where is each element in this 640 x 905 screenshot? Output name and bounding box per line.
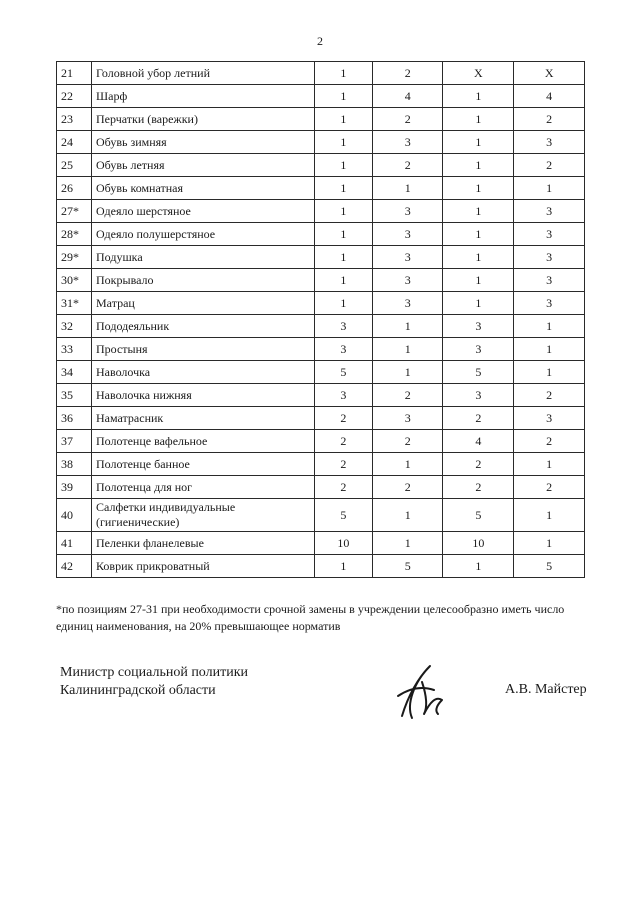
table-row	[57, 532, 585, 555]
value-cell: 3	[314, 384, 372, 407]
value-cell: 5	[314, 499, 372, 532]
row-number-cell: 40	[57, 499, 92, 532]
value-cell: 1	[314, 246, 372, 269]
value-cell: 2	[373, 384, 443, 407]
value-cell: 5	[514, 555, 585, 578]
value-cell: 1	[514, 361, 585, 384]
table-row	[57, 338, 585, 361]
value-cell: 3	[514, 407, 585, 430]
value-cell: 2	[443, 476, 514, 499]
value-cell: 5	[314, 361, 372, 384]
value-cell: 4	[373, 85, 443, 108]
value-cell: 1	[314, 223, 372, 246]
footnote: *по позициям 27-31 при необходимости срочной замены в учреждении целесообразно иметь число единиц наименования, на 20% превышающее норматив	[56, 602, 565, 633]
value-cell: 2	[514, 384, 585, 407]
row-number-cell: 35	[57, 384, 92, 407]
row-number-cell: 30*	[57, 269, 92, 292]
value-cell: 1	[514, 177, 585, 200]
item-name-cell: Матрац	[92, 292, 315, 315]
value-cell: 1	[314, 269, 372, 292]
value-cell: X	[443, 62, 514, 85]
table-row	[57, 154, 585, 177]
value-cell: 3	[373, 407, 443, 430]
value-cell: 1	[314, 108, 372, 131]
value-cell: 2	[373, 154, 443, 177]
value-cell: 1	[373, 532, 443, 555]
value-cell: 4	[514, 85, 585, 108]
table-row	[57, 131, 585, 154]
row-number-cell: 29*	[57, 246, 92, 269]
row-number-cell: 24	[57, 131, 92, 154]
value-cell: 10	[314, 532, 372, 555]
value-cell: 1	[443, 154, 514, 177]
item-name-cell: Наволочка	[92, 361, 315, 384]
value-cell: 3	[514, 200, 585, 223]
row-number-cell: 31*	[57, 292, 92, 315]
value-cell: 2	[514, 154, 585, 177]
row-number-cell: 42	[57, 555, 92, 578]
value-cell: 3	[514, 269, 585, 292]
value-cell: 2	[373, 430, 443, 453]
norms-table	[56, 61, 585, 578]
row-number-cell: 22	[57, 85, 92, 108]
row-number-cell: 32	[57, 315, 92, 338]
value-cell: 3	[443, 338, 514, 361]
item-name-cell: Перчатки (варежки)	[92, 108, 315, 131]
value-cell: 2	[314, 453, 372, 476]
table-row	[57, 62, 585, 85]
value-cell: 1	[314, 62, 372, 85]
value-cell: 2	[514, 108, 585, 131]
table-row	[57, 246, 585, 269]
value-cell: 3	[443, 384, 514, 407]
value-cell: 1	[443, 85, 514, 108]
item-name-cell: Шарф	[92, 85, 315, 108]
norms-table-body	[57, 62, 585, 578]
value-cell: 3	[514, 131, 585, 154]
signer-name: А.В. Майстер	[505, 682, 587, 697]
value-cell: 3	[373, 223, 443, 246]
table-row	[57, 476, 585, 499]
value-cell: 1	[314, 154, 372, 177]
value-cell: 1	[443, 292, 514, 315]
item-name-cell: Головной убор летний	[92, 62, 315, 85]
item-name-cell: Салфетки индивидуальные (гигиенические)	[92, 499, 315, 532]
item-name-cell: Наволочка нижняя	[92, 384, 315, 407]
value-cell: 3	[514, 246, 585, 269]
item-name-cell: Простыня	[92, 338, 315, 361]
table-row	[57, 315, 585, 338]
value-cell: 1	[514, 453, 585, 476]
value-cell: 3	[314, 338, 372, 361]
item-name-cell: Коврик прикроватный	[92, 555, 315, 578]
value-cell: 3	[373, 131, 443, 154]
table-row	[57, 269, 585, 292]
value-cell: 5	[443, 499, 514, 532]
table-row	[57, 430, 585, 453]
page-number: 2	[317, 34, 323, 48]
value-cell: 1	[373, 177, 443, 200]
item-name-cell: Полотенца для ног	[92, 476, 315, 499]
value-cell: 1	[443, 108, 514, 131]
value-cell: 3	[373, 292, 443, 315]
value-cell: 1	[314, 292, 372, 315]
item-name-cell: Обувь летняя	[92, 154, 315, 177]
row-number-cell: 25	[57, 154, 92, 177]
item-name-cell: Пеленки фланелевые	[92, 532, 315, 555]
value-cell: 3	[314, 315, 372, 338]
signer-position	[60, 664, 248, 700]
row-number-cell: 41	[57, 532, 92, 555]
table-row	[57, 555, 585, 578]
value-cell: 1	[373, 499, 443, 532]
item-name-cell: Обувь зимняя	[92, 131, 315, 154]
value-cell: 1	[373, 315, 443, 338]
value-cell: 1	[314, 85, 372, 108]
value-cell: 2	[514, 430, 585, 453]
table-row	[57, 407, 585, 430]
value-cell: 2	[314, 476, 372, 499]
value-cell: 1	[443, 246, 514, 269]
value-cell: 10	[443, 532, 514, 555]
row-number-cell: 28*	[57, 223, 92, 246]
value-cell: 5	[443, 361, 514, 384]
value-cell: 1	[314, 131, 372, 154]
table-row	[57, 384, 585, 407]
item-name-cell: Одеяло полушерстяное	[92, 223, 315, 246]
value-cell: 3	[373, 200, 443, 223]
value-cell: 1	[514, 315, 585, 338]
value-cell: 1	[443, 223, 514, 246]
value-cell: 3	[373, 269, 443, 292]
value-cell: 2	[373, 476, 443, 499]
item-name-cell: Полотенце вафельное	[92, 430, 315, 453]
row-number-cell: 39	[57, 476, 92, 499]
value-cell: 1	[443, 269, 514, 292]
value-cell: 1	[373, 361, 443, 384]
value-cell: 3	[514, 223, 585, 246]
table-row	[57, 108, 585, 131]
row-number-cell: 37	[57, 430, 92, 453]
item-name-cell: Одеяло шерстяное	[92, 200, 315, 223]
value-cell: 2	[314, 430, 372, 453]
item-name-cell: Пододеяльник	[92, 315, 315, 338]
item-name-cell: Покрывало	[92, 269, 315, 292]
value-cell: 1	[514, 338, 585, 361]
value-cell: 1	[443, 177, 514, 200]
value-cell: 2	[373, 108, 443, 131]
row-number-cell: 23	[57, 108, 92, 131]
row-number-cell: 26	[57, 177, 92, 200]
table-row	[57, 200, 585, 223]
value-cell: 2	[373, 62, 443, 85]
value-cell: 2	[443, 453, 514, 476]
value-cell: 2	[514, 476, 585, 499]
table-row	[57, 453, 585, 476]
item-name-cell: Полотенце банное	[92, 453, 315, 476]
row-number-cell: 21	[57, 62, 92, 85]
value-cell: 2	[314, 407, 372, 430]
row-number-cell: 27*	[57, 200, 92, 223]
value-cell: 1	[514, 532, 585, 555]
value-cell: 1	[314, 555, 372, 578]
item-name-cell: Обувь комнатная	[92, 177, 315, 200]
table-row	[57, 499, 585, 532]
value-cell: X	[514, 62, 585, 85]
value-cell: 3	[443, 315, 514, 338]
item-name-cell: Наматрасник	[92, 407, 315, 430]
value-cell: 3	[514, 292, 585, 315]
value-cell: 2	[443, 407, 514, 430]
row-number-cell: 34	[57, 361, 92, 384]
value-cell: 1	[443, 131, 514, 154]
row-number-cell: 33	[57, 338, 92, 361]
value-cell: 1	[373, 338, 443, 361]
table-row	[57, 177, 585, 200]
value-cell: 1	[514, 499, 585, 532]
handwritten-signature	[378, 660, 448, 722]
value-cell: 1	[314, 200, 372, 223]
value-cell: 1	[314, 177, 372, 200]
signer-position-line-1: Министр социальной политики	[60, 665, 249, 680]
value-cell: 1	[373, 453, 443, 476]
table-row	[57, 361, 585, 384]
row-number-cell: 38	[57, 453, 92, 476]
item-name-cell: Подушка	[92, 246, 315, 269]
table-row	[57, 292, 585, 315]
table-row	[57, 85, 585, 108]
value-cell: 1	[443, 555, 514, 578]
value-cell: 4	[443, 430, 514, 453]
signer-position-line-2: Калининградской области	[60, 683, 216, 698]
value-cell: 1	[443, 200, 514, 223]
table-row	[57, 223, 585, 246]
value-cell: 5	[373, 555, 443, 578]
row-number-cell: 36	[57, 407, 92, 430]
value-cell: 3	[373, 246, 443, 269]
